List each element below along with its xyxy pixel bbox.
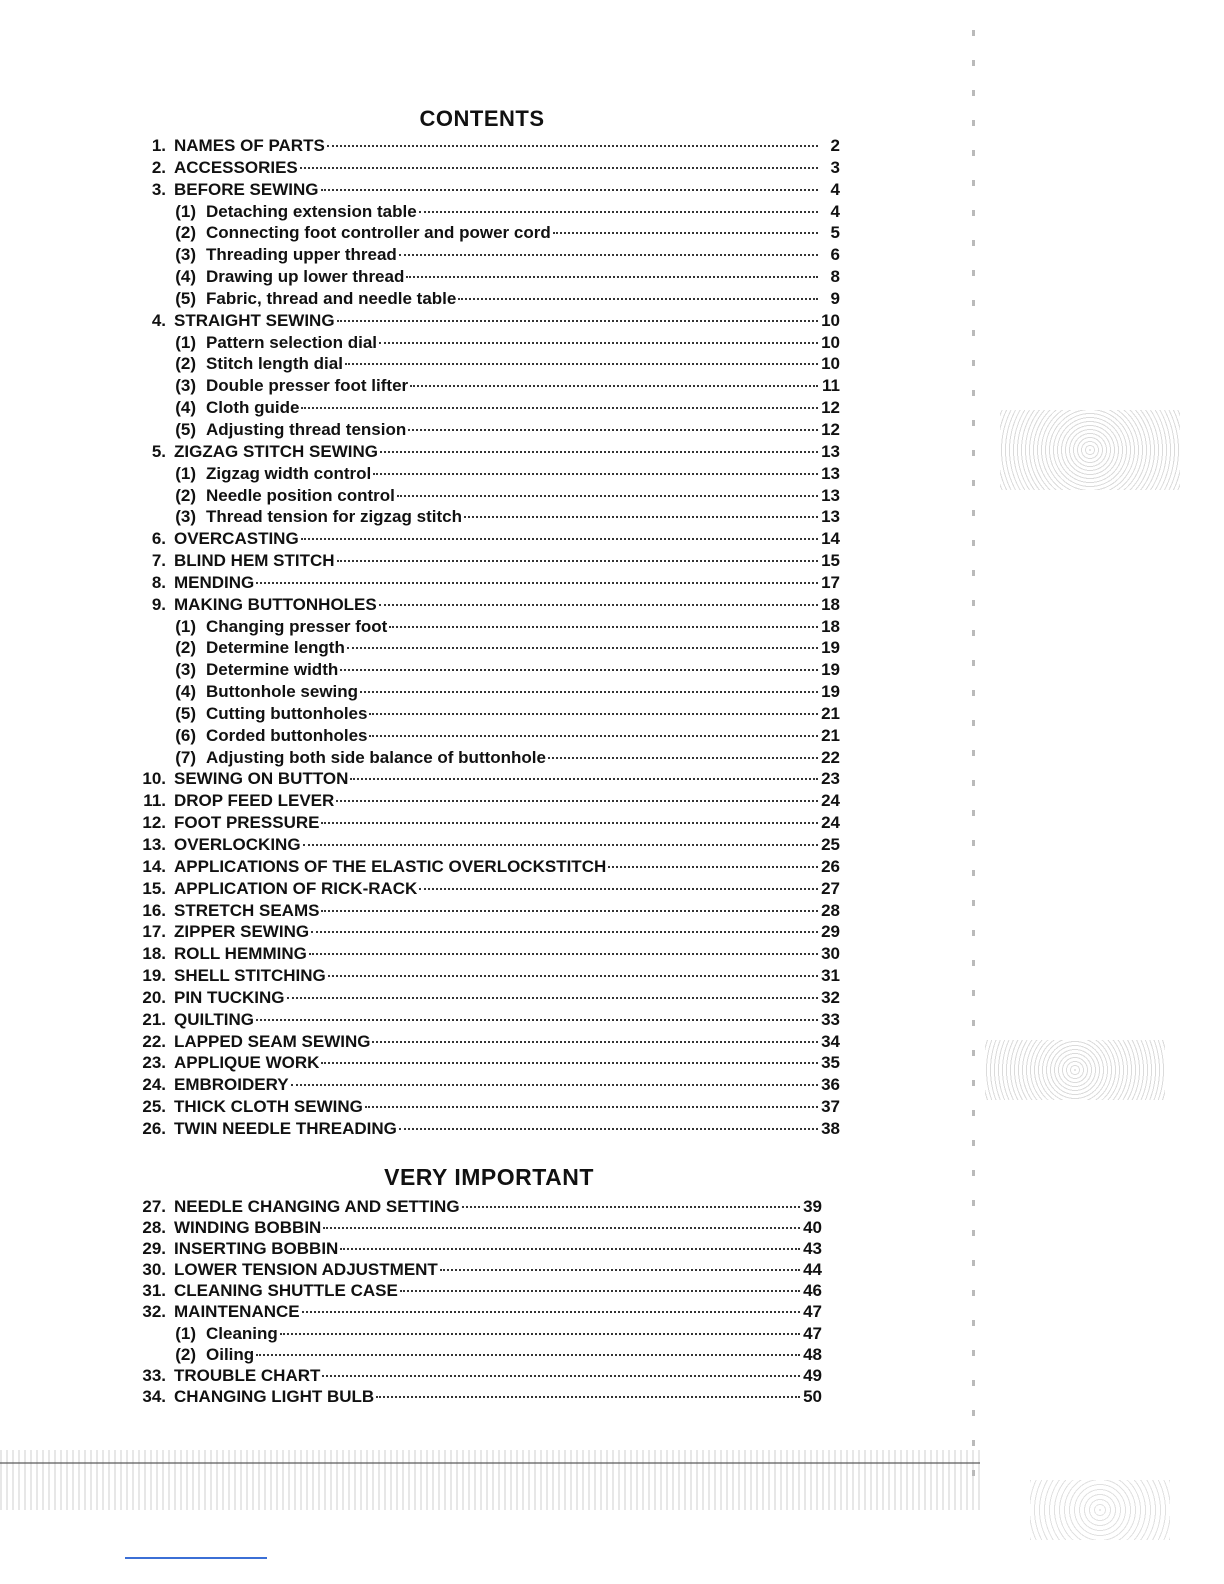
scan-bottom-noise (0, 1450, 980, 1510)
toc-entry-title: Fabric, thread and needle table (206, 288, 457, 308)
toc-entry (110, 1118, 840, 1140)
toc-entry-title: STRAIGHT SEWING (174, 310, 335, 330)
dot-leader (256, 1019, 818, 1021)
toc-entry-page: 22 (821, 747, 840, 767)
toc-entry-title: Changing presser foot (206, 616, 388, 636)
toc-entry-title: MENDING (174, 572, 255, 592)
toc-entry-title: APPLICATION OF RICK-RACK (174, 878, 418, 898)
toc-entry-title: ZIGZAG STITCH SEWING (174, 441, 378, 461)
toc-entry-number: 22. (142, 1031, 166, 1051)
toc-subentry (110, 747, 840, 769)
dot-leader (280, 1333, 800, 1335)
dot-leader (309, 953, 818, 955)
dot-leader (406, 276, 818, 278)
toc-entry-number: (1) (175, 332, 196, 352)
toc-entry (110, 1238, 822, 1259)
toc-entry-number: 3. (151, 179, 166, 199)
toc-entry (110, 812, 840, 834)
toc-entry-title: TWIN NEEDLE THREADING (174, 1118, 397, 1138)
dot-leader (300, 167, 818, 169)
dot-leader (256, 1354, 800, 1356)
toc-entry-number: (1) (175, 616, 196, 636)
toc-entry-title: Connecting foot controller and power cord (206, 223, 551, 243)
toc-entry-title: Determine width (206, 660, 339, 680)
toc-entry-title: CLEANING SHUTTLE CASE (174, 1281, 398, 1301)
toc-entry-page: 46 (803, 1281, 822, 1301)
toc-subentry (110, 463, 840, 485)
toc-entry-page: 19 (821, 638, 840, 658)
toc-subentry (110, 353, 840, 375)
toc-entry-page: 28 (821, 900, 840, 920)
toc-entry-title: INSERTING BOBBIN (174, 1239, 339, 1259)
toc-entry-number: 4. (151, 310, 166, 330)
toc-entry-page: 38 (821, 1118, 840, 1138)
dot-leader (322, 1375, 800, 1377)
toc-entry (110, 1301, 822, 1322)
toc-entry-number: 29. (142, 1239, 166, 1259)
scan-edge-mark (972, 30, 975, 1480)
toc-entry-number: 25. (142, 1097, 166, 1117)
toc-entry-page: 17 (821, 572, 840, 592)
toc-entry-page: 2 (830, 136, 840, 155)
toc-entry-page: 31 (821, 966, 840, 986)
toc-entry-title: BLIND HEM STITCH (174, 551, 335, 571)
toc-entry-number: (6) (175, 725, 196, 745)
toc-entry-number: 10. (142, 769, 166, 789)
toc-entry-number: 1. (151, 136, 166, 155)
toc-entry-number: (3) (175, 660, 196, 680)
toc-entry-title: SEWING ON BUTTON (174, 769, 349, 789)
toc-entry (110, 528, 840, 550)
toc-entry-title: FOOT PRESSURE (174, 813, 320, 833)
toc-entry (110, 1052, 840, 1074)
dot-leader (321, 910, 818, 912)
toc-entry-number: 20. (142, 987, 166, 1007)
toc-entry-page: 21 (821, 725, 840, 745)
toc-entry-title: ACCESSORIES (174, 157, 298, 177)
toc-entry (110, 834, 840, 856)
toc-entry (110, 943, 840, 965)
dot-leader (365, 1106, 818, 1108)
toc-entry-page: 13 (821, 485, 840, 505)
toc-entry-number: (3) (175, 507, 196, 527)
dot-leader (337, 560, 818, 562)
toc-entry-number: 30. (142, 1260, 166, 1280)
dot-leader (336, 800, 818, 802)
toc-entry-page: 32 (821, 987, 840, 1007)
toc-entry-page: 13 (821, 507, 840, 527)
toc-entry-page: 9 (830, 288, 840, 308)
toc-entry-page: 4 (830, 201, 840, 221)
toc-entry (110, 572, 840, 594)
toc-entry-page: 26 (821, 856, 840, 876)
toc-subentry (110, 681, 840, 703)
dot-leader (291, 1084, 818, 1086)
toc-entry-number: 19. (142, 966, 166, 986)
toc-entry-number: (5) (175, 288, 196, 308)
toc-entry (110, 1259, 822, 1280)
scan-bottom-line (0, 1462, 980, 1464)
toc-entry (110, 1280, 822, 1301)
dot-leader (397, 495, 818, 497)
page-title: CONTENTS (419, 106, 545, 131)
dot-leader (360, 691, 818, 693)
dot-leader (372, 1041, 818, 1043)
toc-entry-page: 5 (830, 223, 840, 243)
toc-entry-title: EMBROIDERY (174, 1075, 289, 1095)
toc-entry-title: NAMES OF PARTS (174, 136, 325, 155)
toc-entry-title: APPLIQUE WORK (174, 1053, 320, 1073)
toc-entry-page: 12 (821, 419, 840, 439)
toc-entry-number: (1) (175, 1323, 196, 1343)
toc-entry-page: 19 (821, 682, 840, 702)
toc-entry (110, 310, 840, 332)
toc-entry-number: (2) (175, 223, 196, 243)
toc-entry-title: NEEDLE CHANGING AND SETTING (174, 1197, 460, 1216)
dot-leader (369, 735, 818, 737)
toc-entry-number: 31. (142, 1281, 166, 1301)
toc-entry-number: 34. (142, 1386, 166, 1406)
toc-entry-number: 16. (142, 900, 166, 920)
toc-entry-title: Stitch length dial (206, 354, 343, 374)
toc-entry (110, 987, 840, 1009)
toc-entry-page: 24 (821, 791, 840, 811)
dot-leader (328, 975, 818, 977)
toc-entry (110, 856, 840, 878)
toc-subentry (110, 332, 840, 354)
toc-entry-number: 24. (142, 1075, 166, 1095)
toc-entry-number: (2) (175, 485, 196, 505)
toc-entry-title: SHELL STITCHING (174, 966, 326, 986)
dot-leader (350, 778, 818, 780)
toc-entry-number: 27. (142, 1197, 166, 1216)
toc-entry-title: Oiling (206, 1344, 255, 1364)
toc-entry-number: 11. (143, 791, 166, 811)
toc-entry-number: 15. (142, 878, 166, 898)
toc-entry (110, 921, 840, 943)
toc-entry (110, 1096, 840, 1118)
toc-subentry (110, 485, 840, 507)
toc-entry-title: BEFORE SEWING (174, 179, 319, 199)
toc-entry-page: 49 (803, 1365, 822, 1385)
toc-entry-number: 26. (142, 1118, 166, 1138)
toc-entry-number: (5) (175, 419, 196, 439)
toc-entry-page: 29 (821, 922, 840, 942)
toc-entry-title: QUILTING (174, 1009, 254, 1029)
dot-leader (376, 1396, 800, 1398)
dot-leader (389, 626, 818, 628)
dot-leader (256, 582, 818, 584)
toc-entry-number: 17. (142, 922, 166, 942)
dot-leader (321, 189, 818, 191)
toc-entry-page: 12 (821, 398, 840, 418)
toc-entry-number: 7. (151, 551, 166, 571)
toc-entry-title: Determine length (206, 638, 345, 658)
toc-entry-title: MAINTENANCE (174, 1302, 300, 1322)
dot-leader (287, 997, 819, 999)
dot-leader (553, 232, 818, 234)
toc-entry (110, 1009, 840, 1031)
toc-entry-number: (2) (175, 638, 196, 658)
toc-entry-title: ROLL HEMMING (174, 944, 307, 964)
dot-leader (340, 1248, 800, 1250)
toc-entry-number: 14. (142, 856, 166, 876)
dot-leader (303, 844, 818, 846)
toc-entry-page: 18 (821, 616, 840, 636)
toc-subentry (110, 703, 840, 725)
toc-entry-title: OVERCASTING (174, 529, 299, 549)
toc-entry-number: 6. (151, 529, 166, 549)
toc-entry-title: DROP FEED LEVER (174, 791, 335, 811)
toc-entry-number: 2. (151, 157, 166, 177)
dot-leader (373, 473, 818, 475)
toc-entry-title: STRETCH SEAMS (174, 900, 320, 920)
dot-leader (345, 363, 818, 365)
toc-entry-title: PIN TUCKING (174, 987, 285, 1007)
toc-entry-page: 43 (803, 1239, 822, 1259)
toc-entry-number: 8. (151, 572, 166, 592)
dot-leader (379, 342, 818, 344)
toc-entry-number: (2) (175, 354, 196, 374)
toc-entry-number: (2) (175, 1344, 196, 1364)
toc-entry-title: Drawing up lower thread (206, 267, 405, 287)
dot-leader (379, 604, 818, 606)
toc-entry-title: WINDING BOBBIN (174, 1218, 322, 1238)
toc-entry-number: 18. (142, 944, 166, 964)
toc-subentry (110, 506, 840, 528)
toc-entry-page: 44 (803, 1260, 822, 1280)
link-underline (125, 1557, 267, 1559)
toc-entry-number: 23. (142, 1053, 166, 1073)
toc-entry-title: Double presser foot lifter (206, 376, 409, 396)
toc-entry-title: Zigzag width control (206, 463, 372, 483)
toc-entry-number: (1) (175, 463, 196, 483)
toc-entry (110, 965, 840, 987)
dot-leader (301, 538, 818, 540)
toc-subentry (110, 288, 840, 310)
toc-entry-title: ZIPPER SEWING (174, 922, 310, 942)
toc-entry (110, 1217, 822, 1238)
toc-entry-page: 36 (821, 1075, 840, 1095)
toc-subentry (110, 659, 840, 681)
toc-subentry (110, 1344, 822, 1365)
toc-entry-page: 21 (821, 703, 840, 723)
toc-entry (110, 157, 840, 179)
toc-entry-page: 35 (821, 1053, 840, 1073)
toc-entry (110, 1386, 822, 1407)
toc-entry-title: LOWER TENSION ADJUSTMENT (174, 1260, 438, 1280)
toc-entry-page: 27 (821, 878, 840, 898)
toc-entry-page: 47 (803, 1302, 822, 1322)
toc-entry-page: 18 (821, 594, 840, 614)
dot-leader (323, 1227, 800, 1229)
toc-subentry (110, 725, 840, 747)
toc-entry-page: 3 (830, 157, 840, 177)
toc-entry (110, 594, 840, 616)
dot-leader (301, 407, 818, 409)
toc-entry-page: 50 (803, 1386, 822, 1406)
toc-entry-number: 21. (142, 1009, 166, 1029)
toc-entry-number: (4) (175, 398, 196, 418)
toc-entry-number: 33. (142, 1365, 166, 1385)
toc-entry-number: 5. (151, 441, 166, 461)
toc-entry-page: 8 (830, 267, 840, 287)
dot-leader (311, 931, 818, 933)
dot-leader (369, 713, 818, 715)
toc-entry-title: Adjusting thread tension (206, 419, 407, 439)
table-of-contents (110, 135, 840, 1140)
dot-leader (419, 211, 818, 213)
toc-entry-number: (7) (175, 747, 196, 767)
toc-entry-title: Threading upper thread (206, 245, 397, 265)
toc-entry-page: 19 (821, 660, 840, 680)
toc-entry-title: Adjusting both side balance of buttonhole (206, 747, 546, 767)
toc-entry (110, 550, 840, 572)
toc-entry-number: 9. (151, 594, 166, 614)
dot-leader (327, 145, 818, 147)
toc-entry-title: CHANGING LIGHT BULB (174, 1386, 375, 1406)
toc-entry (110, 1196, 822, 1217)
toc-entry-number: (4) (175, 267, 196, 287)
toc-entry-title: Buttonhole sewing (206, 682, 359, 702)
toc-entry-title: LAPPED SEAM SEWING (174, 1031, 371, 1051)
toc-entry-page: 14 (821, 529, 840, 549)
scan-noise (1000, 410, 1180, 490)
dot-leader (399, 254, 818, 256)
toc-entry-title: Pattern selection dial (206, 332, 377, 352)
toc-entry-number: 12. (142, 813, 166, 833)
dot-leader (548, 757, 818, 759)
dot-leader (464, 516, 818, 518)
dot-leader (399, 1128, 818, 1130)
toc-entry-number: (3) (175, 376, 196, 396)
dot-leader (608, 866, 818, 868)
toc-subentry (110, 1323, 822, 1344)
toc-entry-page: 48 (803, 1344, 822, 1364)
toc-entry-page: 25 (821, 835, 840, 854)
dot-leader (410, 385, 818, 387)
dot-leader (340, 669, 818, 671)
toc-entry-number: 28. (142, 1218, 166, 1238)
toc-entry (110, 790, 840, 812)
toc-entry-title: Cloth guide (206, 398, 300, 418)
toc-entry (110, 1074, 840, 1096)
toc-entry-title: Corded buttonholes (206, 725, 368, 745)
table-of-contents-important (110, 1196, 822, 1407)
toc-entry (110, 441, 840, 463)
toc-entry-page: 39 (803, 1197, 822, 1216)
toc-entry-title: OVERLOCKING (174, 835, 301, 854)
toc-entry (110, 878, 840, 900)
section-heading: VERY IMPORTANT (384, 1164, 594, 1190)
toc-entry-title: APPLICATIONS OF THE ELASTIC OVERLOCKSTITCH (174, 856, 607, 876)
dot-leader (458, 298, 818, 300)
toc-entry-page: 24 (821, 813, 840, 833)
toc-subentry (110, 201, 840, 223)
toc-subentry (110, 266, 840, 288)
toc-entry-page: 11 (822, 376, 840, 396)
dot-leader (337, 320, 818, 322)
toc-entry-number: (3) (175, 245, 196, 265)
scan-noise (985, 1040, 1165, 1100)
toc-entry (110, 1365, 822, 1386)
toc-entry-title: MAKING BUTTONHOLES (174, 594, 377, 614)
toc-entry-number: (4) (175, 682, 196, 702)
toc-entry-number: 13. (142, 835, 166, 854)
toc-entry-page: 10 (821, 332, 840, 352)
toc-entry-number: (1) (175, 201, 196, 221)
toc-entry-page: 10 (821, 310, 840, 330)
toc-entry-title: Cleaning (206, 1323, 278, 1343)
dot-leader (347, 647, 818, 649)
toc-entry-page: 23 (821, 769, 840, 789)
toc-entry-number: (5) (175, 703, 196, 723)
toc-entry-page: 40 (803, 1218, 822, 1238)
dot-leader (440, 1269, 800, 1271)
toc-subentry (110, 244, 840, 266)
toc-subentry (110, 419, 840, 441)
toc-entry (110, 179, 840, 201)
toc-entry-title: Detaching extension table (206, 201, 417, 221)
toc-entry-number: 32. (142, 1302, 166, 1322)
dot-leader (321, 822, 818, 824)
dot-leader (462, 1206, 800, 1208)
toc-entry (110, 768, 840, 790)
dot-leader (408, 429, 818, 431)
toc-entry (110, 135, 840, 157)
toc-subentry (110, 375, 840, 397)
scan-noise (1030, 1480, 1170, 1540)
dot-leader (302, 1311, 800, 1313)
dot-leader (400, 1290, 800, 1292)
toc-entry-page: 13 (821, 463, 840, 483)
toc-entry-page: 37 (821, 1097, 840, 1117)
toc-entry-page: 10 (821, 354, 840, 374)
toc-entry-page: 47 (803, 1323, 822, 1343)
toc-subentry (110, 637, 840, 659)
dot-leader (321, 1062, 818, 1064)
toc-entry-title: THICK CLOTH SEWING (174, 1097, 363, 1117)
toc-subentry (110, 397, 840, 419)
toc-entry-title: Cutting buttonholes (206, 703, 368, 723)
toc-subentry (110, 222, 840, 244)
toc-subentry (110, 616, 840, 638)
toc-entry-page: 6 (830, 245, 840, 265)
toc-entry-title: Thread tension for zigzag stitch (206, 507, 462, 527)
toc-entry-page: 15 (821, 551, 840, 571)
dot-leader (419, 888, 818, 890)
toc-entry (110, 1031, 840, 1053)
toc-entry-title: Needle position control (206, 485, 395, 505)
toc-entry (110, 900, 840, 922)
toc-entry-page: 4 (830, 179, 840, 199)
toc-entry-page: 13 (821, 441, 840, 461)
toc-entry-title: TROUBLE CHART (174, 1365, 321, 1385)
toc-entry-page: 33 (821, 1009, 840, 1029)
toc-entry-page: 30 (821, 944, 840, 964)
toc-entry-page: 34 (821, 1031, 840, 1051)
dot-leader (380, 451, 818, 453)
